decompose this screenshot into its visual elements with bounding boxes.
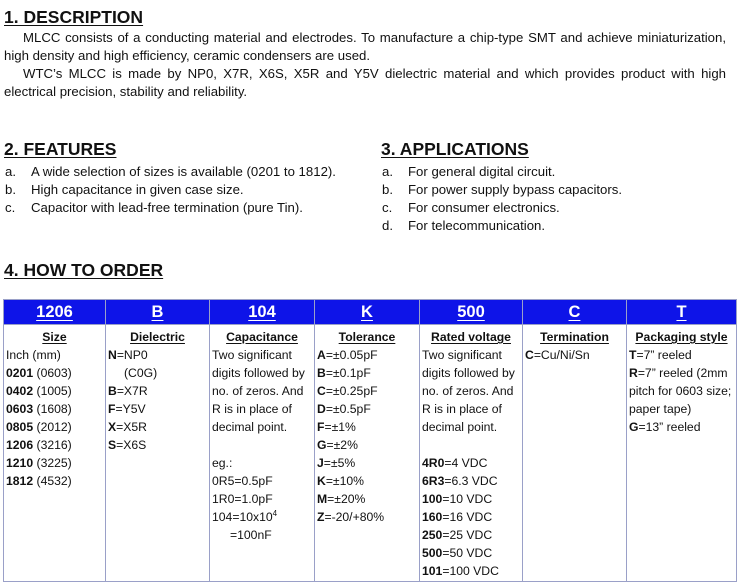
- voltage-row: 160=16 VDC: [422, 510, 493, 524]
- tolerance-row: A=±0.05pF: [317, 348, 378, 362]
- features-item: a. A wide selection of sizes is available (0201 to 1812).: [5, 164, 336, 179]
- capacitance-desc-line: Two significant: [212, 348, 292, 362]
- capacitance-example: 1R0=1.0pF: [212, 492, 273, 506]
- code-size: 1206: [4, 300, 106, 325]
- applications-item: c. For consumer electronics.: [382, 200, 560, 215]
- voltage-desc-line: Two significant: [422, 348, 502, 362]
- voltage-row: 250=25 VDC: [422, 528, 493, 542]
- voltage-desc-line: decimal point.: [422, 420, 498, 434]
- description-heading: 1. DESCRIPTION: [4, 7, 144, 27]
- capacitance-caption: Capacitance: [226, 330, 298, 344]
- tolerance-row: C=±0.25pF: [317, 384, 378, 398]
- voltage-row: 500=50 VDC: [422, 546, 493, 560]
- capacitance-desc-line: R is in place of: [212, 402, 292, 416]
- code-capacitance: 104: [210, 300, 315, 325]
- tolerance-row: F=±1%: [317, 420, 356, 434]
- dielectric-row: S=X6S: [108, 438, 147, 452]
- code-termination: C: [523, 300, 627, 325]
- termination-cell: [523, 325, 627, 582]
- features-item: c. Capacitor with lead-free termination (pure Tin).: [5, 200, 303, 215]
- size-row: 1812 (4532): [6, 474, 72, 488]
- size-unit-label: Inch (mm): [6, 348, 61, 362]
- capacitance-eg-label: eg.:: [212, 456, 233, 470]
- dielectric-row: F=Y5V: [108, 402, 146, 416]
- tolerance-caption: Tolerance: [338, 330, 396, 344]
- order-code-row: [4, 300, 737, 325]
- capacitance-spacer: [212, 436, 312, 454]
- size-row: 0402 (1005): [6, 384, 72, 398]
- description-paragraph-1: MLCC consists of a conducting material and electrodes. To manufacture a chip-type SMT and achieve miniaturization, high density and high efficiency, ceramic condensers are used.: [4, 30, 726, 63]
- dielectric-cell: [106, 325, 210, 582]
- voltage-caption: Rated voltage: [431, 330, 511, 344]
- dielectric-row: N=NP0: [108, 348, 148, 362]
- dielectric-row: X=X5R: [108, 420, 147, 434]
- dielectric-row: (C0G): [124, 366, 158, 380]
- capacitance-desc-line: digits followed by: [212, 366, 305, 380]
- tolerance-row: Z=-20/+80%: [317, 510, 385, 524]
- code-packaging: T: [627, 300, 737, 325]
- features-item: b. High capacitance in given case size.: [5, 182, 244, 197]
- applications-item: a. For general digital circuit.: [382, 164, 556, 179]
- size-row: 0805 (2012): [6, 420, 72, 434]
- capacitance-cell: [210, 325, 315, 582]
- size-row: 0201 (0603): [6, 366, 72, 380]
- voltage-row: 4R0=4 VDC: [422, 456, 488, 470]
- capacitance-example: $104=10x10^4$: [212, 509, 278, 524]
- packaging-row: R=7” reeled (2mm: [629, 366, 728, 380]
- how-to-order-heading: 4. HOW TO ORDER: [4, 260, 164, 280]
- features-heading: 2. FEATURES: [4, 139, 117, 159]
- applications-item: b. For power supply bypass capacitors.: [382, 182, 623, 197]
- tolerance-row: K=±10%: [317, 474, 365, 488]
- tolerance-row: M=±20%: [317, 492, 366, 506]
- packaging-row-continued: pitch for 0603 size;: [629, 384, 732, 398]
- order-code-table: [3, 299, 737, 582]
- capacitance-example-result: =100nF: [230, 528, 272, 542]
- tolerance-row: B=±0.1pF: [317, 366, 371, 380]
- dielectric-caption: Dielectric: [130, 330, 185, 344]
- applications-heading: 3. APPLICATIONS: [381, 139, 529, 159]
- dielectric-row: B=X7R: [108, 384, 148, 398]
- code-dielectric: B: [106, 300, 210, 325]
- size-row: 1206 (3216): [6, 438, 72, 452]
- tolerance-row: J=±5%: [317, 456, 356, 470]
- size-cell: [4, 325, 106, 582]
- applications-item: d. For telecommunication.: [382, 218, 546, 233]
- packaging-caption: Packaging style: [635, 330, 728, 344]
- voltage-cell: [420, 325, 523, 582]
- packaging-row: T=7” reeled: [629, 348, 692, 362]
- termination-caption: Termination: [540, 330, 609, 344]
- voltage-desc-line: no. of zeros. And: [422, 384, 514, 398]
- capacitance-desc-line: decimal point.: [212, 420, 288, 434]
- code-rated-voltage: 500: [420, 300, 523, 325]
- packaging-row: G=13” reeled: [629, 420, 701, 434]
- code-tolerance: K: [315, 300, 420, 325]
- tolerance-row: G=±2%: [317, 438, 358, 452]
- capacitance-example: 0R5=0.5pF: [212, 474, 273, 488]
- voltage-desc-line: digits followed by: [422, 366, 515, 380]
- voltage-row: 6R3=6.3 VDC: [422, 474, 498, 488]
- order-detail-row: [4, 325, 737, 582]
- description-paragraph-2: WTC’s MLCC is made by NP0, X7R, X6S, X5R and Y5V dielectric material and which provides product with high electrical precision, stability and reliability.: [4, 66, 726, 99]
- voltage-row: 100=10 VDC: [422, 492, 493, 506]
- size-caption: Size: [42, 330, 67, 344]
- packaging-row-continued: paper tape): [629, 402, 692, 416]
- packaging-cell: [627, 325, 737, 582]
- voltage-desc-line: R is in place of: [422, 402, 502, 416]
- size-row: 0603 (1608): [6, 402, 72, 416]
- size-row: 1210 (3225): [6, 456, 72, 470]
- voltage-spacer: [422, 436, 520, 454]
- tolerance-cell: [315, 325, 420, 582]
- termination-row: C=Cu/Ni/Sn: [525, 348, 590, 362]
- voltage-row: 101=100 VDC: [422, 564, 499, 578]
- capacitance-desc-line: no. of zeros. And: [212, 384, 304, 398]
- tolerance-row: D=±0.5pF: [317, 402, 371, 416]
